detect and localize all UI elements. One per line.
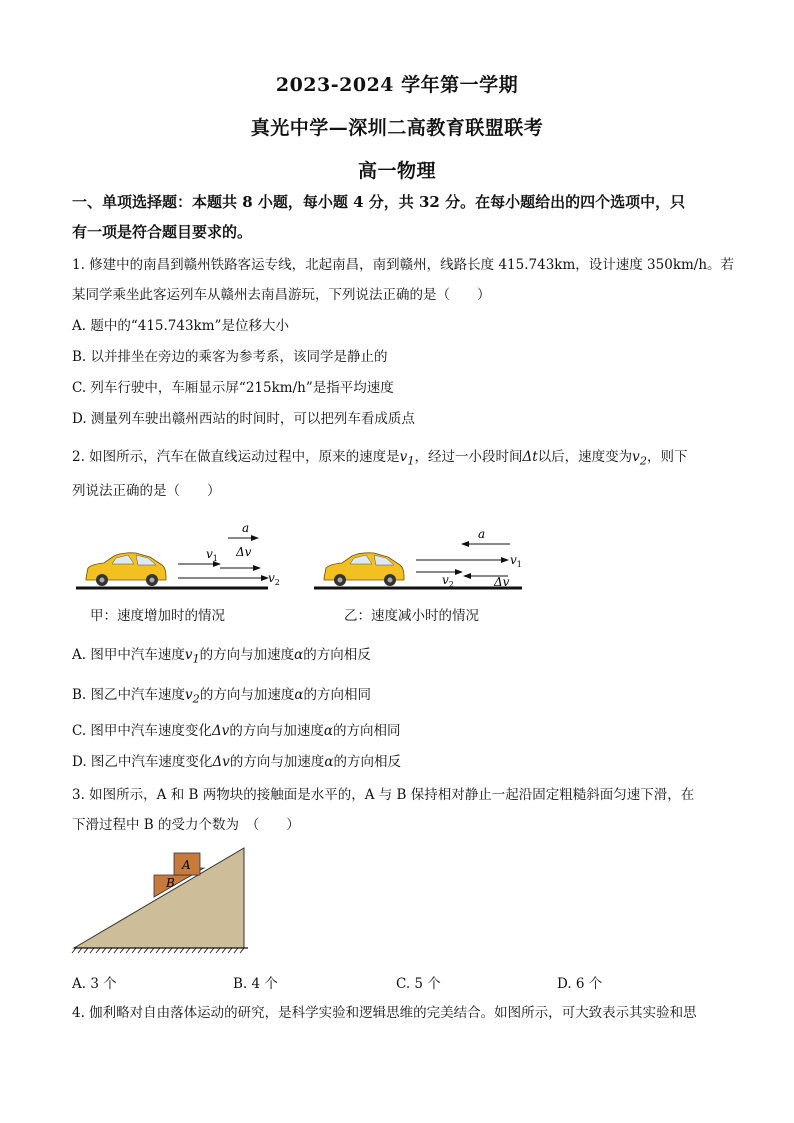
q1-stem-line1: 1. 修建中的南昌到赣州铁路客运专线，北起南昌，南到赣州，线路长度 415.743km，设计速度 350km/h。若 [72, 257, 735, 273]
car-right-icon [324, 553, 404, 586]
q1-option-a: A. 题中的“415.743km”是位移大小 [72, 318, 289, 334]
q4-stem-line1: 4. 伽利略对自由落体运动的研究，是科学实验和逻辑思维的完美结合。如图所示，可大致表示其实验和思 [72, 1005, 697, 1021]
section-heading [72, 187, 722, 247]
exam-school-title: 真光中学—深圳二高教育联盟联考 [250, 117, 544, 139]
q2-option-b [72, 686, 371, 709]
accel-label-right: a [478, 527, 486, 541]
option-text: 的方向与加速度 [199, 647, 295, 663]
q2-text-part: 2. 如图所示，汽车在做直线运动过程中，原来的速度是 [72, 449, 400, 465]
subscript: 2 [639, 454, 647, 468]
dv-label-right: Δv [494, 575, 510, 589]
alpha-symbol: α [294, 687, 304, 703]
q3-option-d: D. 6 个 [557, 976, 603, 992]
q2-option-d [72, 753, 401, 771]
delta-t-symbol: Δt [522, 449, 538, 465]
caption-right: 乙：速度减小时的情况 [344, 608, 479, 624]
delta-v-symbol: Δv [212, 754, 230, 770]
v-letter: v [185, 687, 193, 703]
option-text: B. 图乙中汽车速度 [72, 687, 186, 703]
v1-label-right: $v_1$ [510, 553, 522, 569]
q2-text-part: 以后，速度变为 [537, 449, 633, 465]
section-heading-line1: 一、单项选择题：本题共 8 小题，每小题 4 分，共 32 分。在每小题给出的四个选项中，只 [72, 193, 686, 211]
option-text: 的方向相反 [333, 754, 401, 770]
q3-stem-line2: 下滑过程中 B 的受力个数为 （ ） [72, 817, 300, 833]
alpha-symbol: α [323, 723, 333, 739]
accel-label-left: a [242, 521, 250, 535]
v2-label-left: $v_2$ [268, 571, 280, 587]
v-letter: v [632, 449, 640, 465]
option-text: A. 图甲中汽车速度 [72, 647, 185, 663]
option-text: C. 图甲中汽车速度变化 [72, 723, 212, 739]
option-text: 的方向相同 [332, 723, 401, 739]
delta-v-symbol: Δv [211, 723, 230, 739]
q2-text-part: ，则下 [646, 449, 688, 465]
exam-subject-title: 高一物理 [357, 160, 436, 182]
option-text: 的方向相反 [303, 647, 371, 663]
q3-option-b: B. 4 个 [233, 976, 278, 992]
v1-symbol [399, 449, 415, 468]
v1-label-left: $v_1$ [206, 547, 218, 563]
q1-option-c: C. 列车行驶中，车厢显示屏“215km/h”是指平均速度 [72, 380, 394, 396]
car-velocity-figure [70, 520, 540, 600]
incline-figure [70, 842, 280, 954]
alpha-symbol: α [324, 754, 334, 770]
car-left-icon [86, 553, 166, 586]
q3-option-c: C. 5 个 [396, 976, 441, 992]
v1-symbol [184, 647, 200, 666]
q1-option-d: D. 测量列车驶出赣州西站的时间时，可以把列车看成质点 [72, 411, 415, 427]
v2-symbol [185, 687, 200, 706]
option-text: D. 图乙中汽车速度变化 [72, 754, 213, 770]
subscript: 1 [192, 652, 200, 666]
section-heading-line2: 有一项是符合题目要求的。 [72, 223, 253, 241]
q2-text-part: ，经过一小段时间 [414, 449, 523, 465]
dv-label-left: Δv [236, 545, 252, 559]
option-text: 的方向与加速度 [229, 723, 324, 739]
subscript: 1 [407, 454, 415, 468]
label-a: A [182, 858, 191, 872]
label-b: B [166, 876, 175, 890]
option-text: 的方向相同 [303, 687, 371, 703]
v2-label-right: $v_2$ [442, 573, 454, 589]
ground-hatching [72, 948, 244, 953]
q3-stem-line1: 3. 如图所示，A 和 B 两物块的接触面是水平的，A 与 B 保持相对静止一起沿固定粗糙斜面匀速下滑，在 [72, 787, 695, 803]
q2-option-c [72, 722, 400, 740]
q1-stem-line2: 某同学乘坐此客运列车从赣州去南昌游玩，下列说法正确的是（ ） [72, 287, 491, 303]
q2-option-a [72, 646, 371, 669]
q3-option-a: A. 3 个 [72, 976, 117, 992]
v-letter: v [184, 647, 193, 663]
exam-year-title: 2023-2024 学年第一学期 [275, 74, 519, 96]
q1-option-b: B. 以并排坐在旁边的乘客为参考系，该同学是静止的 [72, 349, 388, 365]
q2-stem-line1 [72, 448, 724, 471]
incline-wedge [74, 848, 244, 948]
alpha-symbol: α [294, 647, 304, 663]
option-text: 的方向与加速度 [229, 754, 325, 770]
option-text: 的方向与加速度 [199, 687, 295, 703]
caption-left: 甲：速度增加时的情况 [90, 608, 225, 624]
subscript: 2 [192, 692, 200, 706]
q2-stem-line2: 列说法正确的是（ ） [72, 483, 221, 499]
v-letter: v [399, 449, 408, 465]
v2-symbol [632, 449, 647, 468]
